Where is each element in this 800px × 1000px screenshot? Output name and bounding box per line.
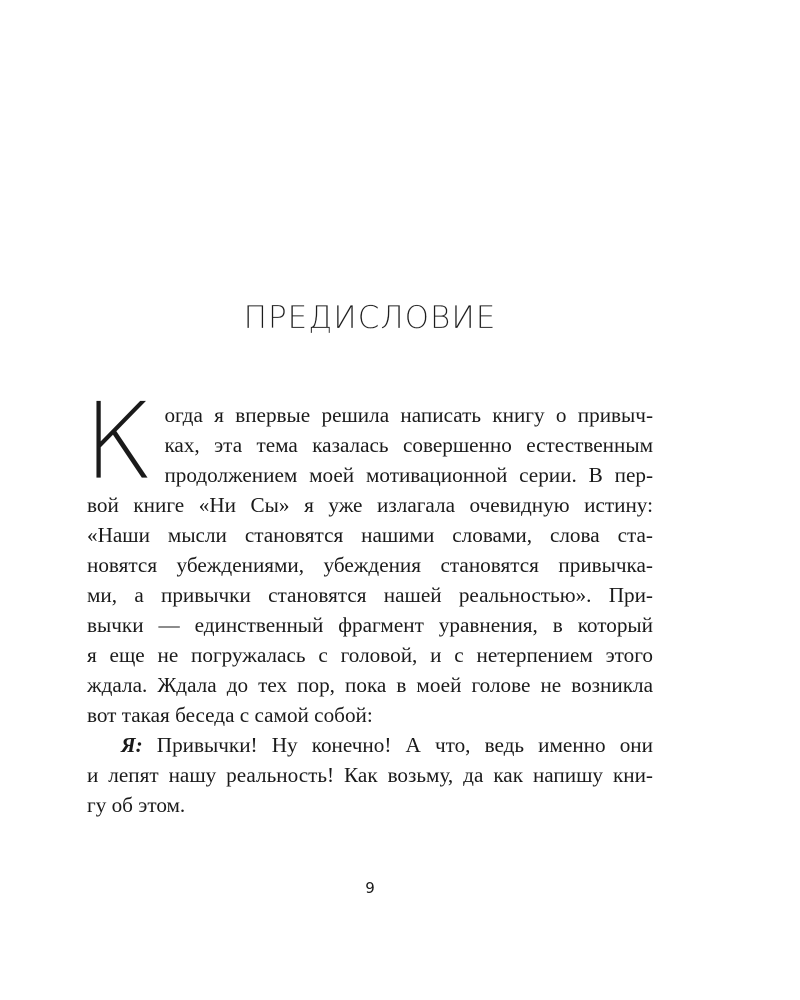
text-line: огда я впервые решила написать книгу о привыч- xyxy=(164,403,653,427)
dialogue-text: Привычки! Ну конечно! А что, ведь именно они xyxy=(156,733,653,757)
text-line: вой книге «Ни Сы» я уже излагала очевидную истину: xyxy=(87,493,653,517)
page-number: 9 xyxy=(365,879,375,897)
dialogue-line xyxy=(87,730,653,760)
text-line: вот такая беседа с самой собой: xyxy=(87,703,373,727)
text-line: ках, эта тема казалась совершенно естественным xyxy=(164,433,653,457)
text-line: новятся убеждениями, убеждения становятся привычка- xyxy=(87,553,653,577)
dialogue-speaker: Я: xyxy=(121,733,143,757)
dialogue-line: гу об этом. xyxy=(87,793,186,817)
dialogue-line: и лепят нашу реальность! Как возьму, да как напишу кни- xyxy=(87,763,653,787)
text-line: продолжением моей мотивационной серии. В пер- xyxy=(164,463,653,487)
body-text xyxy=(83,380,653,820)
text-line: я еще не погружалась с головой, и с нетерпением этого xyxy=(87,643,653,667)
drop-cap: К xyxy=(83,380,155,503)
text-line: вычки — единственный фрагмент уравнения, в который xyxy=(87,613,653,637)
text-line: «Наши мысли становятся нашими словами, слова ста- xyxy=(87,523,653,547)
chapter-title: ПРЕДИСЛОВИЕ xyxy=(243,300,497,336)
text-line: ми, а привычки становятся нашей реальностью». При- xyxy=(87,583,653,607)
text-line: ждала. Ждала до тех пор, пока в моей голове не возникла xyxy=(87,673,653,697)
